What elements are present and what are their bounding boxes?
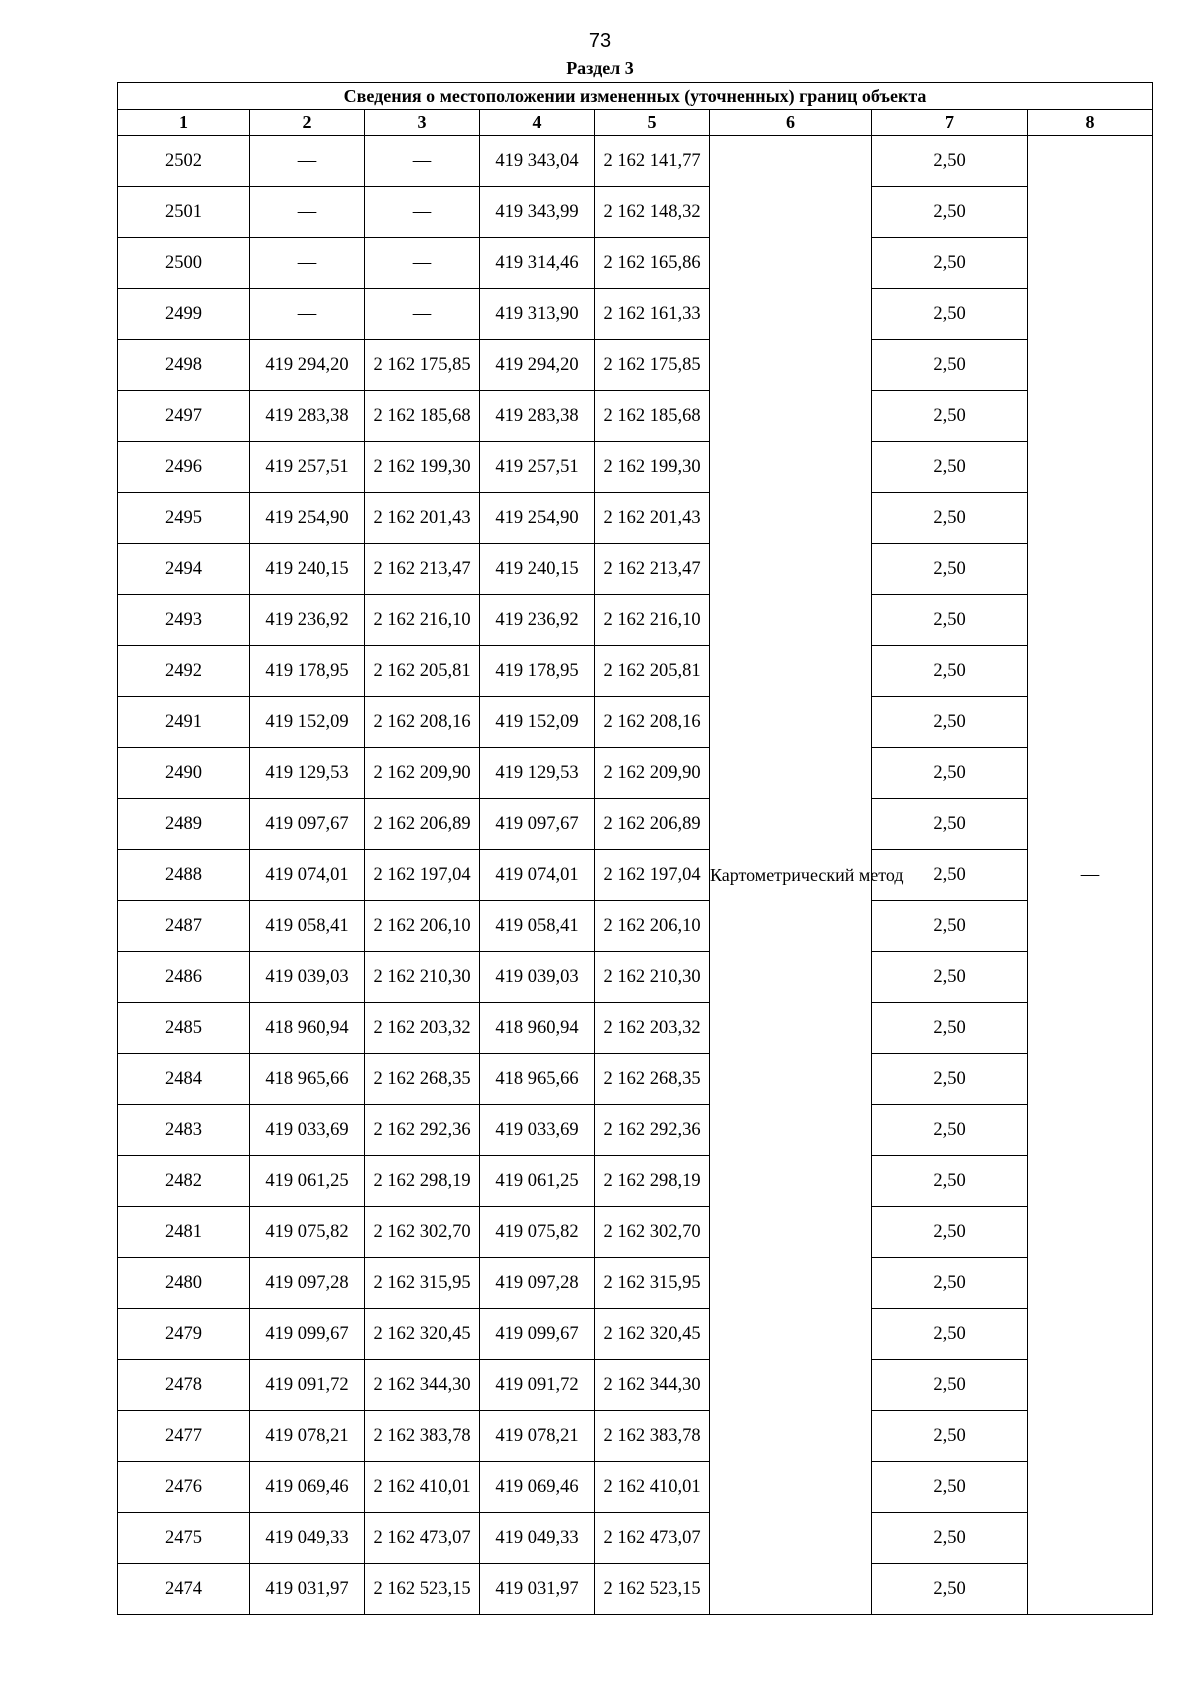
point-number-cell: 2493: [118, 595, 250, 646]
table-row: [118, 799, 1153, 850]
old-y-cell: 2 162 213,47: [365, 544, 480, 595]
table-caption-row: [118, 83, 1153, 110]
table-row: [118, 595, 1153, 646]
old-y-cell: 2 162 197,04: [365, 850, 480, 901]
old-x-cell: 419 091,72: [250, 1360, 365, 1411]
accuracy-cell: 2,50: [872, 1003, 1028, 1054]
old-y-cell: 2 162 209,90: [365, 748, 480, 799]
accuracy-cell: 2,50: [872, 289, 1028, 340]
accuracy-cell: 2,50: [872, 1462, 1028, 1513]
new-x-cell: 419 283,38: [480, 391, 595, 442]
new-y-cell: 2 162 315,95: [595, 1258, 710, 1309]
new-x-cell: 419 314,46: [480, 238, 595, 289]
old-x-cell: 419 078,21: [250, 1411, 365, 1462]
table-row: [118, 748, 1153, 799]
method-cell: Картометрический метод: [710, 136, 872, 1615]
old-y-cell: 2 162 201,43: [365, 493, 480, 544]
old-x-cell: 419 099,67: [250, 1309, 365, 1360]
accuracy-cell: 2,50: [872, 646, 1028, 697]
accuracy-cell: 2,50: [872, 901, 1028, 952]
new-x-cell: 419 075,82: [480, 1207, 595, 1258]
old-x-cell: 419 236,92: [250, 595, 365, 646]
accuracy-cell: 2,50: [872, 187, 1028, 238]
new-y-cell: 2 162 344,30: [595, 1360, 710, 1411]
old-y-cell: 2 162 208,16: [365, 697, 480, 748]
old-x-cell: —: [250, 187, 365, 238]
old-y-cell: 2 162 216,10: [365, 595, 480, 646]
table-row: [118, 1411, 1153, 1462]
table-row: [118, 136, 1153, 187]
table-row: [118, 1309, 1153, 1360]
new-y-cell: 2 162 197,04: [595, 850, 710, 901]
old-y-cell: 2 162 206,10: [365, 901, 480, 952]
point-number-cell: 2486: [118, 952, 250, 1003]
column-number: 1: [118, 110, 250, 136]
point-number-cell: 2497: [118, 391, 250, 442]
old-y-cell: 2 162 473,07: [365, 1513, 480, 1564]
point-number-cell: 2485: [118, 1003, 250, 1054]
old-x-cell: 419 061,25: [250, 1156, 365, 1207]
point-number-cell: 2491: [118, 697, 250, 748]
old-x-cell: 419 075,82: [250, 1207, 365, 1258]
accuracy-cell: 2,50: [872, 1207, 1028, 1258]
old-y-cell: 2 162 210,30: [365, 952, 480, 1003]
old-x-cell: 419 240,15: [250, 544, 365, 595]
accuracy-cell: 2,50: [872, 391, 1028, 442]
new-x-cell: 418 960,94: [480, 1003, 595, 1054]
table-caption: Сведения о местоположении измененных (уточненных) границ объекта: [118, 83, 1153, 110]
table-row: [118, 187, 1153, 238]
table-row: [118, 1054, 1153, 1105]
point-number-cell: 2479: [118, 1309, 250, 1360]
accuracy-cell: 2,50: [872, 1054, 1028, 1105]
old-y-cell: 2 162 175,85: [365, 340, 480, 391]
new-x-cell: 419 058,41: [480, 901, 595, 952]
point-number-cell: 2474: [118, 1564, 250, 1615]
page-number: 73: [588, 30, 612, 52]
old-y-cell: —: [365, 289, 480, 340]
old-y-cell: 2 162 185,68: [365, 391, 480, 442]
point-number-cell: 2499: [118, 289, 250, 340]
old-x-cell: 419 074,01: [250, 850, 365, 901]
new-x-cell: 419 049,33: [480, 1513, 595, 1564]
table-row: [118, 850, 1153, 901]
new-x-cell: 418 965,66: [480, 1054, 595, 1105]
point-number-cell: 2496: [118, 442, 250, 493]
accuracy-cell: 2,50: [872, 544, 1028, 595]
new-y-cell: 2 162 175,85: [595, 340, 710, 391]
point-number-cell: 2483: [118, 1105, 250, 1156]
table-row: [118, 952, 1153, 1003]
old-x-cell: 418 960,94: [250, 1003, 365, 1054]
point-number-cell: 2480: [118, 1258, 250, 1309]
column-number-row: [118, 110, 1153, 136]
accuracy-cell: 2,50: [872, 442, 1028, 493]
accuracy-cell: 2,50: [872, 136, 1028, 187]
new-x-cell: 419 313,90: [480, 289, 595, 340]
old-y-cell: —: [365, 238, 480, 289]
old-x-cell: 419 294,20: [250, 340, 365, 391]
accuracy-cell: 2,50: [872, 1309, 1028, 1360]
point-number-cell: 2484: [118, 1054, 250, 1105]
old-x-cell: 419 178,95: [250, 646, 365, 697]
new-x-cell: 419 097,28: [480, 1258, 595, 1309]
point-number-cell: 2494: [118, 544, 250, 595]
new-x-cell: 419 294,20: [480, 340, 595, 391]
new-y-cell: 2 162 203,32: [595, 1003, 710, 1054]
new-y-cell: 2 162 268,35: [595, 1054, 710, 1105]
table-row: [118, 1105, 1153, 1156]
new-y-cell: 2 162 302,70: [595, 1207, 710, 1258]
table-row: [118, 289, 1153, 340]
point-number-cell: 2502: [118, 136, 250, 187]
new-y-cell: 2 162 216,10: [595, 595, 710, 646]
point-number-cell: 2482: [118, 1156, 250, 1207]
new-y-cell: 2 162 320,45: [595, 1309, 710, 1360]
point-number-cell: 2477: [118, 1411, 250, 1462]
old-y-cell: 2 162 268,35: [365, 1054, 480, 1105]
column-number: 7: [872, 110, 1028, 136]
old-x-cell: 419 097,28: [250, 1258, 365, 1309]
old-y-cell: 2 162 302,70: [365, 1207, 480, 1258]
old-x-cell: 419 152,09: [250, 697, 365, 748]
point-number-cell: 2501: [118, 187, 250, 238]
new-x-cell: 419 236,92: [480, 595, 595, 646]
column-number: 4: [480, 110, 595, 136]
old-x-cell: 419 129,53: [250, 748, 365, 799]
point-number-cell: 2488: [118, 850, 250, 901]
new-y-cell: 2 162 205,81: [595, 646, 710, 697]
point-number-cell: 2481: [118, 1207, 250, 1258]
new-x-cell: 419 074,01: [480, 850, 595, 901]
new-y-cell: 2 162 209,90: [595, 748, 710, 799]
coordinates-table: [117, 82, 1153, 1615]
table-body: [118, 136, 1153, 1615]
old-x-cell: 419 254,90: [250, 493, 365, 544]
accuracy-cell: 2,50: [872, 238, 1028, 289]
old-y-cell: 2 162 298,19: [365, 1156, 480, 1207]
point-number-cell: 2489: [118, 799, 250, 850]
new-x-cell: 419 099,67: [480, 1309, 595, 1360]
accuracy-cell: 2,50: [872, 1258, 1028, 1309]
old-x-cell: 419 097,67: [250, 799, 365, 850]
point-number-cell: 2478: [118, 1360, 250, 1411]
new-x-cell: 419 152,09: [480, 697, 595, 748]
new-y-cell: 2 162 199,30: [595, 442, 710, 493]
new-y-cell: 2 162 292,36: [595, 1105, 710, 1156]
old-x-cell: —: [250, 289, 365, 340]
old-x-cell: 419 257,51: [250, 442, 365, 493]
old-y-cell: 2 162 320,45: [365, 1309, 480, 1360]
accuracy-cell: 2,50: [872, 1105, 1028, 1156]
new-y-cell: 2 162 206,10: [595, 901, 710, 952]
column-number: 3: [365, 110, 480, 136]
new-y-cell: 2 162 213,47: [595, 544, 710, 595]
accuracy-cell: 2,50: [872, 799, 1028, 850]
table-row: [118, 1258, 1153, 1309]
old-y-cell: —: [365, 187, 480, 238]
new-x-cell: 419 240,15: [480, 544, 595, 595]
table-row: [118, 238, 1153, 289]
new-x-cell: 419 039,03: [480, 952, 595, 1003]
new-x-cell: 419 069,46: [480, 1462, 595, 1513]
description-cell: —: [1028, 136, 1153, 1615]
accuracy-cell: 2,50: [872, 748, 1028, 799]
table-row: [118, 391, 1153, 442]
old-y-cell: 2 162 344,30: [365, 1360, 480, 1411]
old-y-cell: 2 162 205,81: [365, 646, 480, 697]
accuracy-cell: 2,50: [872, 850, 1028, 901]
old-x-cell: 419 033,69: [250, 1105, 365, 1156]
table-row: [118, 697, 1153, 748]
accuracy-cell: 2,50: [872, 1564, 1028, 1615]
new-x-cell: 419 078,21: [480, 1411, 595, 1462]
new-y-cell: 2 162 298,19: [595, 1156, 710, 1207]
old-y-cell: 2 162 523,15: [365, 1564, 480, 1615]
table-row: [118, 1003, 1153, 1054]
new-y-cell: 2 162 141,77: [595, 136, 710, 187]
new-y-cell: 2 162 206,89: [595, 799, 710, 850]
point-number-cell: 2475: [118, 1513, 250, 1564]
old-x-cell: 419 069,46: [250, 1462, 365, 1513]
point-number-cell: 2476: [118, 1462, 250, 1513]
table-row: [118, 1462, 1153, 1513]
table-row: [118, 1513, 1153, 1564]
point-number-cell: 2492: [118, 646, 250, 697]
accuracy-cell: 2,50: [872, 493, 1028, 544]
old-y-cell: 2 162 383,78: [365, 1411, 480, 1462]
table-row: [118, 442, 1153, 493]
accuracy-cell: 2,50: [872, 697, 1028, 748]
accuracy-cell: 2,50: [872, 1360, 1028, 1411]
old-y-cell: 2 162 410,01: [365, 1462, 480, 1513]
new-y-cell: 2 162 201,43: [595, 493, 710, 544]
new-y-cell: 2 162 148,32: [595, 187, 710, 238]
table-row: [118, 544, 1153, 595]
old-y-cell: —: [365, 136, 480, 187]
new-x-cell: 419 178,95: [480, 646, 595, 697]
new-y-cell: 2 162 383,78: [595, 1411, 710, 1462]
column-number: 2: [250, 110, 365, 136]
column-number: 5: [595, 110, 710, 136]
old-x-cell: —: [250, 238, 365, 289]
new-y-cell: 2 162 161,33: [595, 289, 710, 340]
new-x-cell: 419 343,04: [480, 136, 595, 187]
new-y-cell: 2 162 185,68: [595, 391, 710, 442]
old-x-cell: 419 039,03: [250, 952, 365, 1003]
old-x-cell: —: [250, 136, 365, 187]
section-title: Раздел 3: [566, 58, 634, 78]
old-x-cell: 419 031,97: [250, 1564, 365, 1615]
old-x-cell: 419 058,41: [250, 901, 365, 952]
old-y-cell: 2 162 206,89: [365, 799, 480, 850]
table-row: [118, 1564, 1153, 1615]
column-number: 8: [1028, 110, 1153, 136]
table-row: [118, 340, 1153, 391]
table-row: [118, 1207, 1153, 1258]
new-x-cell: 419 129,53: [480, 748, 595, 799]
table-row: [118, 1360, 1153, 1411]
accuracy-cell: 2,50: [872, 1411, 1028, 1462]
column-number: 6: [710, 110, 872, 136]
old-x-cell: 419 049,33: [250, 1513, 365, 1564]
new-y-cell: 2 162 208,16: [595, 697, 710, 748]
old-y-cell: 2 162 315,95: [365, 1258, 480, 1309]
accuracy-cell: 2,50: [872, 952, 1028, 1003]
table-row: [118, 646, 1153, 697]
table-row: [118, 1156, 1153, 1207]
new-x-cell: 419 343,99: [480, 187, 595, 238]
point-number-cell: 2490: [118, 748, 250, 799]
new-x-cell: 419 061,25: [480, 1156, 595, 1207]
table-row: [118, 493, 1153, 544]
new-y-cell: 2 162 210,30: [595, 952, 710, 1003]
new-x-cell: 419 257,51: [480, 442, 595, 493]
accuracy-cell: 2,50: [872, 1156, 1028, 1207]
point-number-cell: 2487: [118, 901, 250, 952]
accuracy-cell: 2,50: [872, 340, 1028, 391]
old-y-cell: 2 162 203,32: [365, 1003, 480, 1054]
point-number-cell: 2500: [118, 238, 250, 289]
new-x-cell: 419 254,90: [480, 493, 595, 544]
old-y-cell: 2 162 199,30: [365, 442, 480, 493]
new-y-cell: 2 162 410,01: [595, 1462, 710, 1513]
point-number-cell: 2498: [118, 340, 250, 391]
new-x-cell: 419 033,69: [480, 1105, 595, 1156]
new-x-cell: 419 091,72: [480, 1360, 595, 1411]
accuracy-cell: 2,50: [872, 595, 1028, 646]
point-number-cell: 2495: [118, 493, 250, 544]
new-y-cell: 2 162 523,15: [595, 1564, 710, 1615]
accuracy-cell: 2,50: [872, 1513, 1028, 1564]
new-y-cell: 2 162 165,86: [595, 238, 710, 289]
old-x-cell: 418 965,66: [250, 1054, 365, 1105]
old-y-cell: 2 162 292,36: [365, 1105, 480, 1156]
new-y-cell: 2 162 473,07: [595, 1513, 710, 1564]
table-row: [118, 901, 1153, 952]
old-x-cell: 419 283,38: [250, 391, 365, 442]
new-x-cell: 419 031,97: [480, 1564, 595, 1615]
new-x-cell: 419 097,67: [480, 799, 595, 850]
